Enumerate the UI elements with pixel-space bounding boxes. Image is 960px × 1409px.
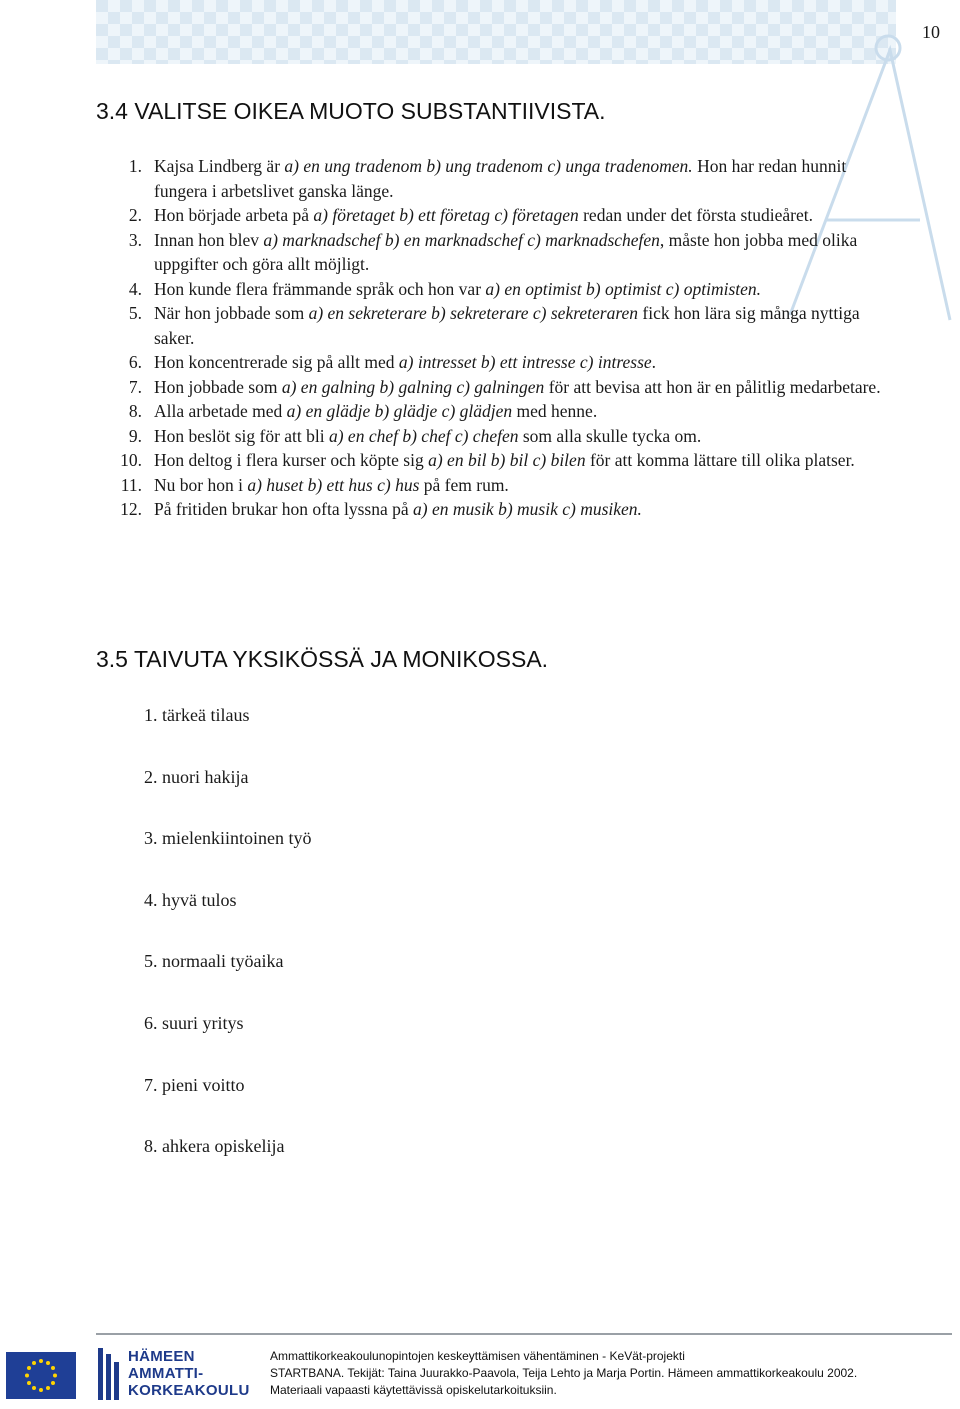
answer-options: a) huset b) ett hus c) hus xyxy=(247,474,420,495)
inflection-item: 5. normaali työaika xyxy=(144,951,284,972)
question-continuation: redan under det första studieåret. xyxy=(578,205,813,225)
question-text: Nu bor hon i xyxy=(154,474,248,495)
question-continuation: för att bevisa att hon är en pålitlig medarbetare. xyxy=(544,376,881,397)
inflection-item: 4. hyvä tulos xyxy=(144,889,237,910)
question-number: 11. xyxy=(120,474,142,495)
question-item xyxy=(96,203,896,228)
question-text: Innan hon blev xyxy=(154,229,264,250)
question-continuation: Hon har redan hunnit fungera i arbetslivet ganska länge. xyxy=(154,156,847,201)
footer-credits xyxy=(270,1348,950,1399)
question-text: På fritiden brukar hon ofta lyssna på xyxy=(154,499,414,519)
answer-options: a) en optimist b) optimist c) optimisten. xyxy=(485,278,762,299)
question-item xyxy=(96,228,896,277)
section-heading-3-5: 3.5 TAIVUTA YKSIKÖSSÄ JA MONIKOSSA. xyxy=(96,646,549,672)
answer-options: a) företaget b) ett företag c) företagen xyxy=(313,205,579,225)
inflection-item: 1. tärkeä tilaus xyxy=(144,705,250,725)
question-item xyxy=(96,399,896,424)
question-number: 10. xyxy=(120,450,142,470)
question-text: Hon kunde flera främmande språk och hon var xyxy=(154,278,486,299)
answer-options: a) en glädje b) glädje c) glädjen xyxy=(286,401,513,421)
inflection-item: 8. ahkera opiskelija xyxy=(144,1136,285,1157)
logo-line-3: KORKEAKOULU xyxy=(128,1382,250,1399)
answer-options: a) en galning b) galning c) galningen xyxy=(281,376,545,397)
question-number: 12. xyxy=(120,499,142,519)
inflection-item: 7. pieni voitto xyxy=(144,1074,245,1095)
answer-options: a) en chef b) chef c) chefen xyxy=(328,425,519,446)
inflection-item: 6. suuri yritys xyxy=(144,1012,244,1033)
question-number: 4. xyxy=(128,278,142,299)
inflection-list xyxy=(144,703,311,1196)
question-number: 8. xyxy=(128,401,142,421)
question-continuation: , måste hon jobba med olika uppgifter och göra allt möjligt. xyxy=(154,229,858,274)
footer-line-1: Ammattikorkeakoulunopintojen keskeyttämisen vähentäminen - KeVät-projekti xyxy=(270,1349,685,1363)
question-item xyxy=(96,277,896,302)
question-item xyxy=(96,154,896,203)
footer-divider xyxy=(96,1333,952,1335)
question-item xyxy=(96,424,896,449)
question-number: 5. xyxy=(128,303,142,323)
logo-line-1: HÄMEEN xyxy=(128,1348,195,1365)
question-text: Hon jobbade som xyxy=(154,376,282,397)
answer-options: a) en bil b) bil c) bilen xyxy=(428,450,586,470)
logo-line-2: AMMATTI- xyxy=(128,1365,204,1382)
question-list xyxy=(96,154,896,522)
question-text: Hon började arbeta på xyxy=(154,205,314,225)
question-continuation: på fem rum. xyxy=(419,474,509,495)
footer-line-3: Materiaali vapaasti käytettävissä opiskelutarkoituksiin. xyxy=(270,1383,557,1397)
answer-options: a) marknadschef b) en marknadschef c) marknadschefen xyxy=(263,229,660,250)
question-text: När hon jobbade som xyxy=(154,303,309,323)
logo-mark-icon xyxy=(96,1344,124,1404)
section-heading-3-4: 3.4 VALITSE OIKEA MUOTO SUBSTANTIIVISTA. xyxy=(96,98,606,124)
question-number: 3. xyxy=(128,229,142,250)
question-item xyxy=(96,448,896,473)
question-text: Kajsa Lindberg är xyxy=(154,156,285,176)
question-item xyxy=(96,473,896,498)
question-item xyxy=(96,350,896,375)
page-number: 10 xyxy=(922,22,940,42)
hamk-logo xyxy=(96,1344,256,1404)
answer-options: a) intresset b) ett intresse c) intresse xyxy=(398,352,652,372)
question-number: 6. xyxy=(128,352,142,372)
question-text: Hon beslöt sig för att bli xyxy=(154,425,329,446)
answer-options: a) en ung tradenom b) ung tradenom c) unga tradenomen. xyxy=(284,156,693,176)
question-number: 7. xyxy=(128,376,142,397)
footer-line-2: STARTBANA. Tekijät: Taina Juurakko-Paavola, Teija Lehto ja Marja Portin. Hämeen ammattikorkeakoulu 2002. xyxy=(270,1366,858,1380)
question-item xyxy=(96,497,896,522)
question-text: Hon koncentrerade sig på allt med xyxy=(154,352,399,372)
question-number: 1. xyxy=(128,156,142,176)
question-text: Alla arbetade med xyxy=(154,401,287,421)
question-continuation: som alla skulle tycka om. xyxy=(518,425,702,446)
question-item xyxy=(96,301,896,350)
question-continuation: fick hon lära sig många nyttiga saker. xyxy=(154,303,860,348)
question-continuation: . xyxy=(651,352,657,372)
question-continuation: med henne. xyxy=(512,401,598,421)
inflection-item: 2. nuori hakija xyxy=(144,766,249,787)
question-text: Hon deltog i flera kurser och köpte sig xyxy=(154,450,429,470)
question-number: 9. xyxy=(128,425,142,446)
question-item xyxy=(96,375,896,400)
inflection-item: 3. mielenkiintoinen työ xyxy=(144,828,312,849)
question-number: 2. xyxy=(128,205,142,225)
eu-flag-icon xyxy=(6,1352,76,1399)
answer-options: a) en musik b) musik c) musiken. xyxy=(413,499,642,519)
answer-options: a) en sekreterare b) sekreterare c) sekreteraren xyxy=(308,303,639,323)
question-continuation: för att komma lättare till olika platser. xyxy=(585,450,855,470)
